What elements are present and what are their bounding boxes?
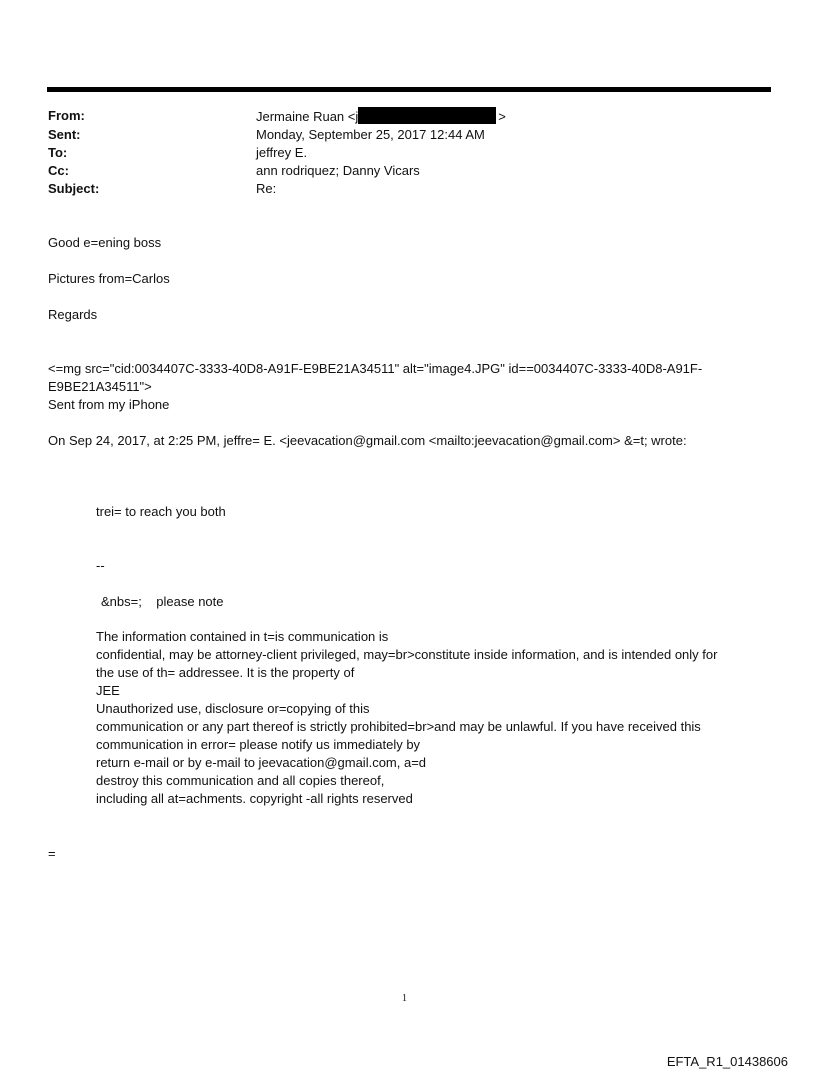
greeting-line: Good e=ening boss <box>48 235 162 250</box>
trailing-equals: = <box>48 846 56 861</box>
cc-row <box>48 162 506 180</box>
bates-number: EFTA_R1_01438606 <box>666 1054 788 1069</box>
to-row <box>48 144 506 162</box>
sent-value: Monday, September 25, 2017 12:44 AM <box>256 127 485 142</box>
to-label: To: <box>48 145 68 160</box>
pictures-line: Pictures from=Carlos <box>48 271 170 286</box>
redaction-box <box>358 107 496 124</box>
subject-row <box>48 180 506 198</box>
disclaimer-line: the use of th= addressee. It is the property of <box>96 665 355 680</box>
regards-line: Regards <box>48 307 98 322</box>
to-value: jeffrey E. <box>256 145 308 160</box>
subject-value: Re: <box>256 181 277 196</box>
disclaimer-line: JEE <box>96 683 120 698</box>
page-number: 1 <box>402 993 407 1004</box>
disclaimer-line: return e-mail or by e-mail to jeevacation@gmail.com, a=d <box>96 755 427 770</box>
cc-value: ann rodriquez; Danny Vicars <box>256 163 420 178</box>
disclaimer-line: communication in error= please notify us immediately by <box>96 737 421 752</box>
cc-label: Cc: <box>48 163 69 178</box>
please-note-line: &nbs=; please note <box>101 594 224 609</box>
disclaimer-line: communication or any part thereof is strictly prohibited=br>and may be unlawful. If you have received this <box>96 719 701 734</box>
header-divider <box>47 87 771 92</box>
disclaimer-line: confidential, may be attorney-client privileged, may=br>constitute inside information, and is intended only for <box>96 647 718 662</box>
sent-from-line: Sent from my iPhone <box>48 397 170 412</box>
from-name: Jermaine Ruan <j <box>256 109 359 124</box>
disclaimer-line: destroy this communication and all copies thereof, <box>96 773 385 788</box>
disclaimer-line: The information contained in t=is communication is <box>96 629 389 644</box>
image-tag-line-2: E9BE21A34511"> <box>48 379 152 394</box>
disclaimer-line: Unauthorized use, disclosure or=copying of this <box>96 701 370 716</box>
sent-row <box>48 126 506 144</box>
from-label: From: <box>48 108 85 123</box>
signature-dashes: -- <box>96 558 105 573</box>
sent-label: Sent: <box>48 127 81 142</box>
subject-label: Subject: <box>48 181 100 196</box>
from-close: > <box>498 109 506 124</box>
quoted-line: trei= to reach you both <box>96 504 226 519</box>
email-header <box>48 107 506 198</box>
from-row <box>48 107 506 126</box>
from-value <box>256 107 506 126</box>
disclaimer-line: including all at=achments. copyright -all rights reserved <box>96 791 413 806</box>
image-tag-line-1: <=mg src="cid:0034407C-3333-40D8-A91F-E9BE21A34511" alt="image4.JPG" id==0034407C-3333-40D8-A91F- <box>48 361 703 376</box>
quote-header-line: On Sep 24, 2017, at 2:25 PM, jeffre= E. <jeevacation@gmail.com <mailto:jeevacation@gmail.com> &=t; wrote: <box>48 433 687 448</box>
